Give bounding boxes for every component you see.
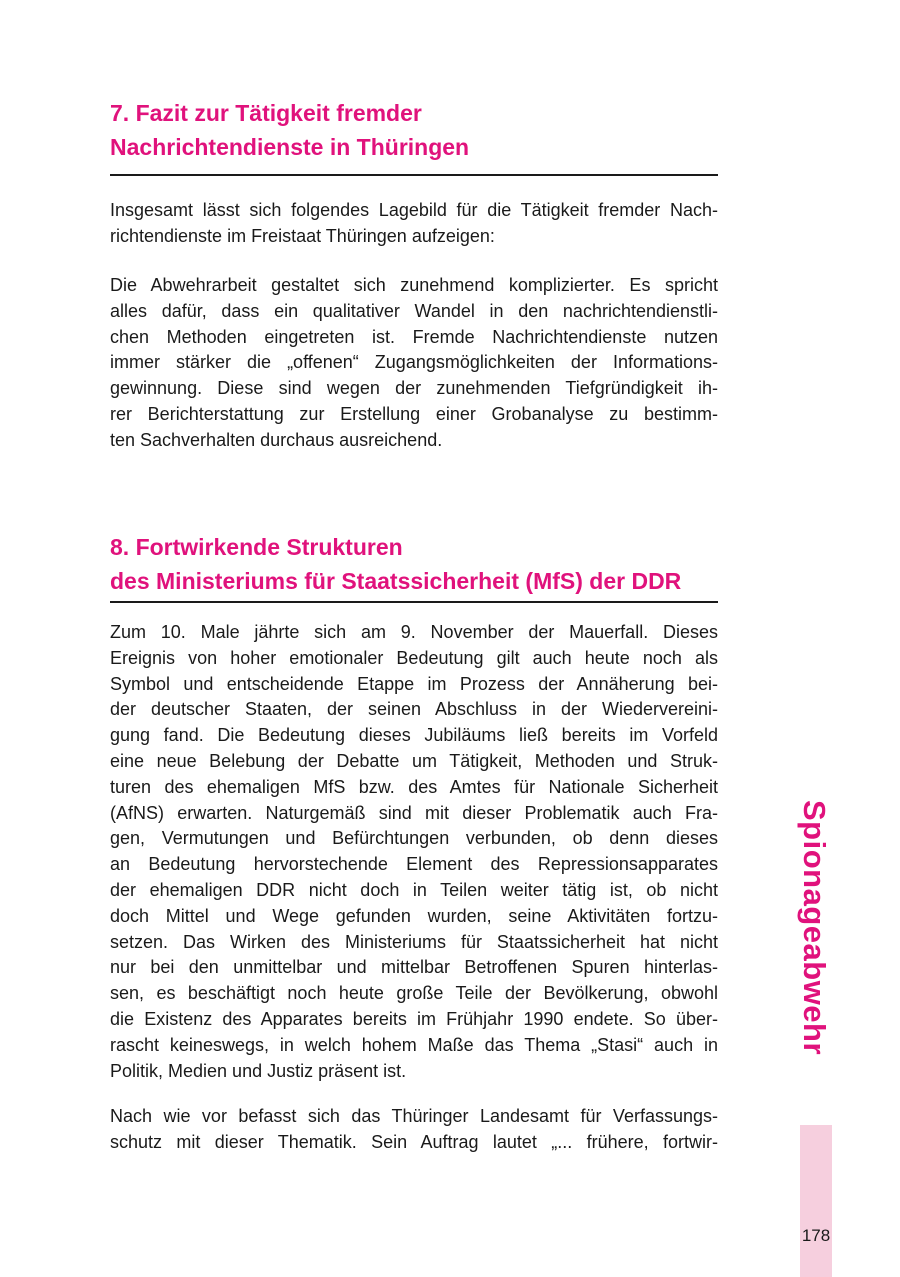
text-line: schutz mit dieser Thematik. Sein Auftrag lautet „... frühere, fortwir- bbox=[110, 1131, 718, 1152]
text-line: Zum 10. Male jährte sich am 9. November der Mauerfall. Dieses bbox=[110, 622, 718, 642]
section-7-paragraph-1 bbox=[110, 198, 718, 250]
page-number: 178 bbox=[801, 1226, 831, 1245]
section-8-heading bbox=[110, 530, 720, 598]
text-line: sen, es beschäftigt noch heute große Teile der Bevölkerung, obwohl bbox=[110, 983, 718, 1004]
text-line: setzen. Das Wirken des Ministeriums für Staatssicherheit hat nicht bbox=[110, 931, 718, 952]
text-line: an Bedeutung hervorstechende Element des Repressionsapparates bbox=[110, 854, 718, 875]
text-line: gung fand. Die Bedeutung dieses Jubiläums ließ bereits im Vorfeld bbox=[110, 725, 718, 746]
text-line: eine neue Belebung der Debatte um Tätigkeit, Methoden und Struk- bbox=[110, 750, 718, 771]
heading-line: des Ministeriums für Staatssicherheit (MfS) der DDR bbox=[110, 568, 682, 594]
section-8-divider bbox=[110, 601, 718, 603]
text-line: der deutscher Staaten, der seinen Abschluss in der Wiedervereini- bbox=[110, 699, 718, 720]
text-line: Symbol und entscheidende Etappe im Prozess der Annäherung bei- bbox=[110, 673, 718, 694]
text-line: turen des ehemaligen MfS bzw. des Amtes für Nationale Sicherheit bbox=[110, 776, 718, 797]
text-line: gewinnung. Diese sind wegen der zunehmenden Tiefgründigkeit ih- bbox=[110, 378, 718, 399]
chapter-tab-bar bbox=[800, 1125, 832, 1277]
text-line: die Existenz des Apparates bereits im Frühjahr 1990 endete. So über- bbox=[110, 1008, 718, 1029]
text-line: (AfNS) erwarten. Naturgemäß sind mit dieser Problematik auch Fra- bbox=[110, 802, 718, 823]
text-line: rer Berichterstattung zur Erstellung einer Grobanalyse zu bestimm- bbox=[110, 403, 718, 424]
text-line: ten Sachverhalten durchaus ausreichend. bbox=[110, 429, 443, 450]
text-line: Die Abwehrarbeit gestaltet sich zunehmend komplizierter. Es spricht bbox=[110, 275, 718, 295]
text-line: nur bei den unmittelbar und mittelbar Betroffenen Spuren hinterlas- bbox=[110, 957, 718, 978]
section-8-paragraph-2 bbox=[110, 1104, 718, 1156]
heading-line: 7. Fazit zur Tätigkeit fremder bbox=[110, 100, 422, 126]
heading-line: Nachrichtendienste in Thüringen bbox=[110, 134, 470, 160]
text-line: Insgesamt lässt sich folgendes Lagebild für die Tätigkeit fremder Nach- bbox=[110, 200, 718, 220]
text-line: doch Mittel und Wege gefunden wurden, seine Aktivitäten fortzu- bbox=[110, 905, 718, 926]
text-line: chen Methoden eingetreten ist. Fremde Nachrichtendienste nutzen bbox=[110, 326, 718, 347]
text-line: der ehemaligen DDR nicht doch in Teilen weiter tätig ist, ob nicht bbox=[110, 879, 718, 900]
text-line: alles dafür, dass ein qualitativer Wandel in den nachrichtendienstli- bbox=[110, 300, 718, 321]
text-line: gen, Vermutungen und Befürchtungen verbunden, ob denn dieses bbox=[110, 828, 718, 849]
section-7-divider bbox=[110, 174, 718, 176]
section-8-paragraph-1 bbox=[110, 620, 718, 1084]
chapter-side-title: Spionageabwehr bbox=[797, 800, 832, 1056]
text-line: Politik, Medien und Justiz präsent ist. bbox=[110, 1060, 407, 1081]
section-7-heading bbox=[110, 96, 720, 164]
text-line: richtendienste im Freistaat Thüringen aufzeigen: bbox=[110, 225, 495, 246]
heading-line: 8. Fortwirkende Strukturen bbox=[110, 534, 403, 560]
text-line: Nach wie vor befasst sich das Thüringer Landesamt für Verfassungs- bbox=[110, 1106, 718, 1126]
section-7-paragraph-2 bbox=[110, 273, 718, 454]
text-line: Ereignis von hoher emotionaler Bedeutung gilt auch heute noch als bbox=[110, 647, 718, 668]
text-line: rascht keineswegs, in welch hohem Maße das Thema „Stasi“ auch in bbox=[110, 1034, 718, 1055]
text-line: immer stärker die „offenen“ Zugangsmöglichkeiten der Informations- bbox=[110, 352, 718, 373]
